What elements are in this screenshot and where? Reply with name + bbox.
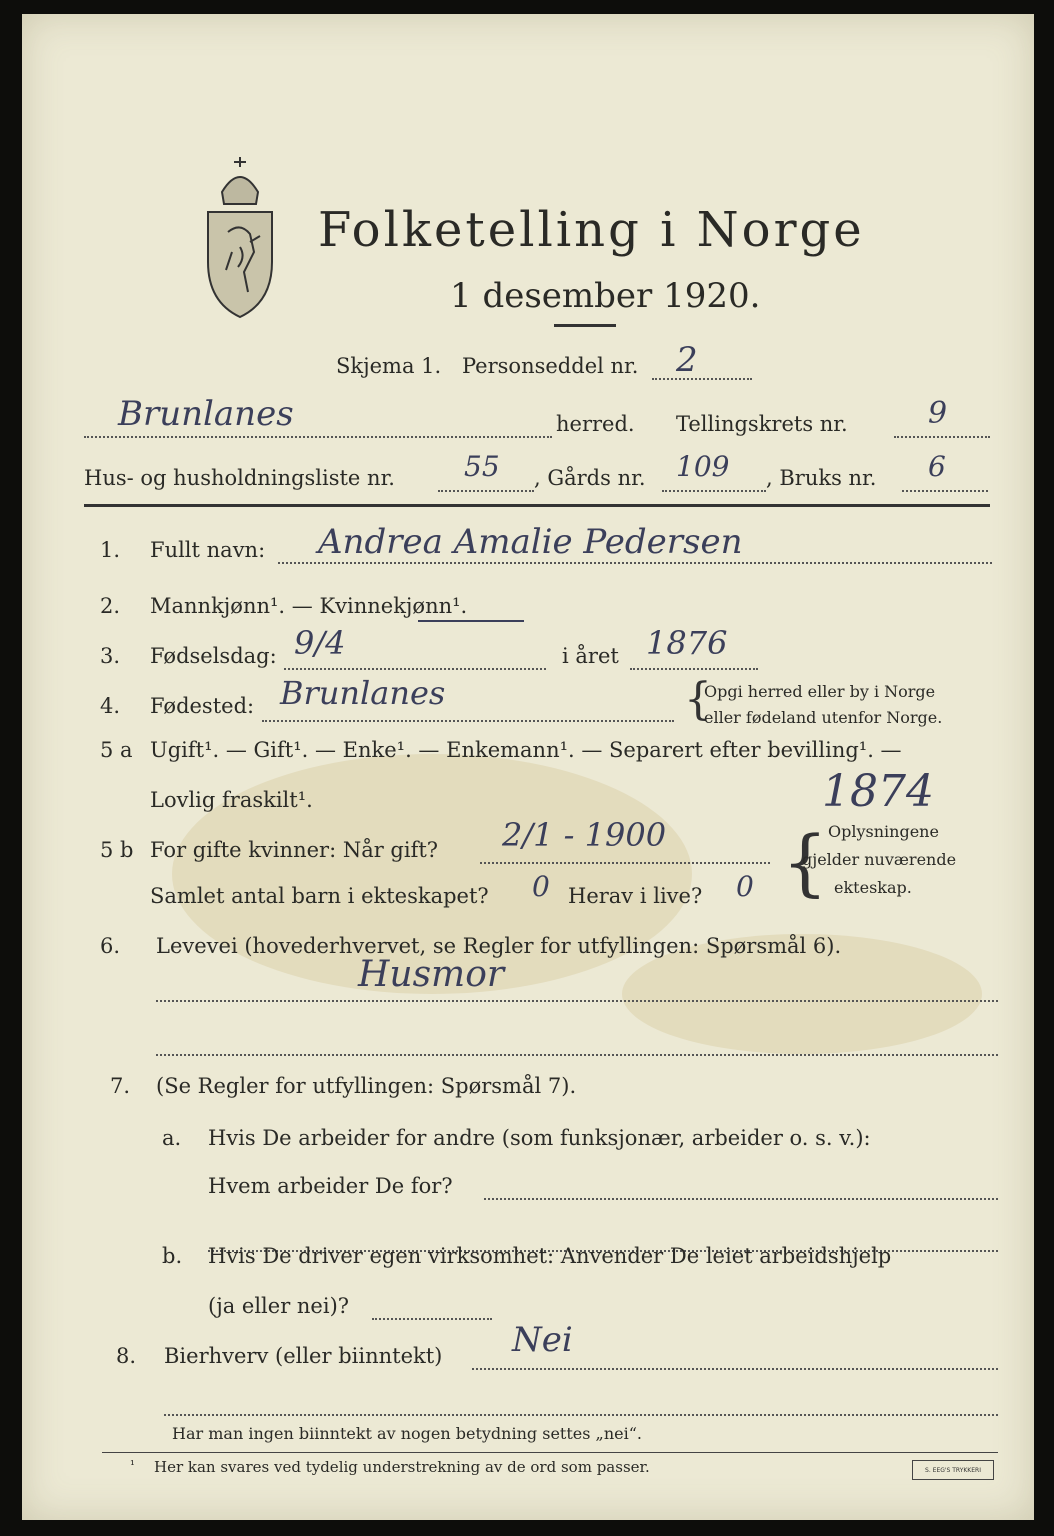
q3-year-label: i året bbox=[562, 644, 619, 668]
q8-line bbox=[472, 1368, 998, 1370]
bruks-label: , Bruks nr. bbox=[766, 466, 877, 490]
q4-line bbox=[262, 720, 674, 722]
q1-value: Andrea Amalie Pedersen bbox=[318, 522, 743, 562]
husliste-value: 55 bbox=[464, 450, 500, 483]
q7-label: (Se Regler for utfyllingen: Spørsmål 7). bbox=[156, 1074, 577, 1098]
q8-label: Bierhverv (eller biinntekt) bbox=[164, 1344, 443, 1368]
footnote-text: Her kan svares ved tydelig understrekning av de ord som passer. bbox=[154, 1458, 650, 1476]
q3-value: 9/4 bbox=[294, 624, 346, 662]
q5b-note-3: ekteskap. bbox=[834, 878, 912, 897]
title-divider bbox=[554, 324, 616, 327]
herred-label: herred. bbox=[556, 412, 635, 436]
q5b-alive-label: Herav i live? bbox=[568, 884, 703, 908]
q1-number: 1. bbox=[100, 538, 121, 562]
husliste-label: Hus- og husholdningsliste nr. bbox=[84, 466, 395, 490]
gards-label: , Gårds nr. bbox=[534, 466, 646, 490]
q3-year-value: 1876 bbox=[646, 624, 728, 662]
q4-brace: { bbox=[684, 674, 712, 725]
schema-label: Skjema 1. bbox=[336, 354, 442, 378]
q7-number: 7. bbox=[110, 1074, 131, 1098]
q2-underline bbox=[418, 620, 524, 622]
bruks-value: 6 bbox=[928, 450, 946, 483]
q2-number: 2. bbox=[100, 594, 121, 618]
q3-number: 3. bbox=[100, 644, 121, 668]
q4-value: Brunlanes bbox=[280, 674, 446, 712]
q1-label: Fullt navn: bbox=[150, 538, 266, 562]
census-form-sheet bbox=[22, 14, 1034, 1520]
norwegian-coat-of-arms-icon bbox=[200, 152, 280, 322]
q4-number: 4. bbox=[100, 694, 121, 718]
q5a-number: 5 a bbox=[100, 738, 133, 762]
q7a-text-2: Hvem arbeider De for? bbox=[208, 1174, 453, 1198]
bruks-line bbox=[902, 490, 988, 492]
q5a-text: Ugift¹. — Gift¹. — Enke¹. — Enkemann¹. — Separert efter bevilling¹. — bbox=[150, 738, 902, 762]
q5b-number: 5 b bbox=[100, 838, 134, 862]
tellingskrets-value: 9 bbox=[928, 396, 948, 431]
q3-label: Fødselsdag: bbox=[150, 644, 277, 668]
footnote-mark: ¹ bbox=[130, 1458, 135, 1472]
gards-value: 109 bbox=[676, 450, 730, 483]
q7b-letter: b. bbox=[162, 1244, 183, 1268]
husliste-line bbox=[438, 490, 534, 492]
q7b-text-2: (ja eller nei)? bbox=[208, 1294, 350, 1318]
q5b-line bbox=[480, 862, 770, 864]
personseddel-line bbox=[652, 378, 752, 380]
q5a-handwritten-year: 1874 bbox=[822, 766, 934, 817]
herred-value: Brunlanes bbox=[118, 394, 294, 434]
q6-line-2 bbox=[156, 1054, 998, 1056]
q5b-alive-value: 0 bbox=[736, 870, 754, 903]
header-separator bbox=[84, 504, 990, 507]
q7a-text: Hvis De arbeider for andre (som funksjonær, arbeider o. s. v.): bbox=[208, 1126, 871, 1150]
q6-number: 6. bbox=[100, 934, 121, 958]
herred-line bbox=[84, 436, 552, 438]
q3-line bbox=[284, 668, 546, 670]
q4-label: Fødested: bbox=[150, 694, 255, 718]
footer-divider bbox=[102, 1452, 998, 1453]
q7b-line bbox=[372, 1318, 492, 1320]
tellingskrets-line bbox=[894, 436, 990, 438]
q5b-note-2: gjelder nuværende bbox=[802, 850, 957, 869]
q5b-note-1: Oplysningene bbox=[828, 822, 939, 841]
q4-note-2: eller fødeland utenfor Norge. bbox=[704, 708, 943, 727]
q5b-label: For gifte kvinner: Når gift? bbox=[150, 838, 439, 862]
q7a-letter: a. bbox=[162, 1126, 182, 1150]
q5b-children-value: 0 bbox=[532, 870, 550, 903]
printer-stamp-text: S. EEG'S TRYKKERI bbox=[925, 1466, 981, 1474]
q7a-line-1 bbox=[484, 1198, 998, 1200]
q8-value: Nei bbox=[512, 1320, 573, 1360]
q7b-text: Hvis De driver egen virksomhet: Anvender De leiet arbeidshjelp bbox=[208, 1244, 892, 1268]
form-title: Folketelling i Norge bbox=[318, 202, 865, 258]
q6-value: Husmor bbox=[358, 954, 505, 995]
personseddel-label: Personseddel nr. bbox=[462, 354, 639, 378]
q6-line-1 bbox=[156, 1000, 998, 1002]
q3-year-line bbox=[630, 668, 758, 670]
personseddel-value: 2 bbox=[676, 340, 698, 380]
tellingskrets-label: Tellingskrets nr. bbox=[676, 412, 848, 436]
q8-line-2 bbox=[164, 1414, 998, 1416]
q8-number: 8. bbox=[116, 1344, 137, 1368]
q5b-children-label: Samlet antal barn i ekteskapet? bbox=[150, 884, 489, 908]
q2-text: Mannkjønn¹. — Kvinnekjønn¹. bbox=[150, 594, 468, 618]
gards-line bbox=[662, 490, 766, 492]
form-date: 1 desember 1920. bbox=[450, 276, 761, 316]
q5b-brace: { bbox=[782, 820, 828, 904]
q4-note-1: Opgi herred eller by i Norge bbox=[704, 682, 936, 701]
q5b-value: 2/1 - 1900 bbox=[502, 816, 667, 854]
printer-stamp bbox=[912, 1460, 994, 1480]
footer-note: Har man ingen biinntekt av nogen betydning settes „nei“. bbox=[172, 1424, 642, 1443]
q6-label: Levevei (hovederhvervet, se Regler for utfyllingen: Spørsmål 6). bbox=[156, 934, 842, 958]
q1-line bbox=[278, 562, 992, 564]
q5a-text-2: Lovlig fraskilt¹. bbox=[150, 788, 313, 812]
